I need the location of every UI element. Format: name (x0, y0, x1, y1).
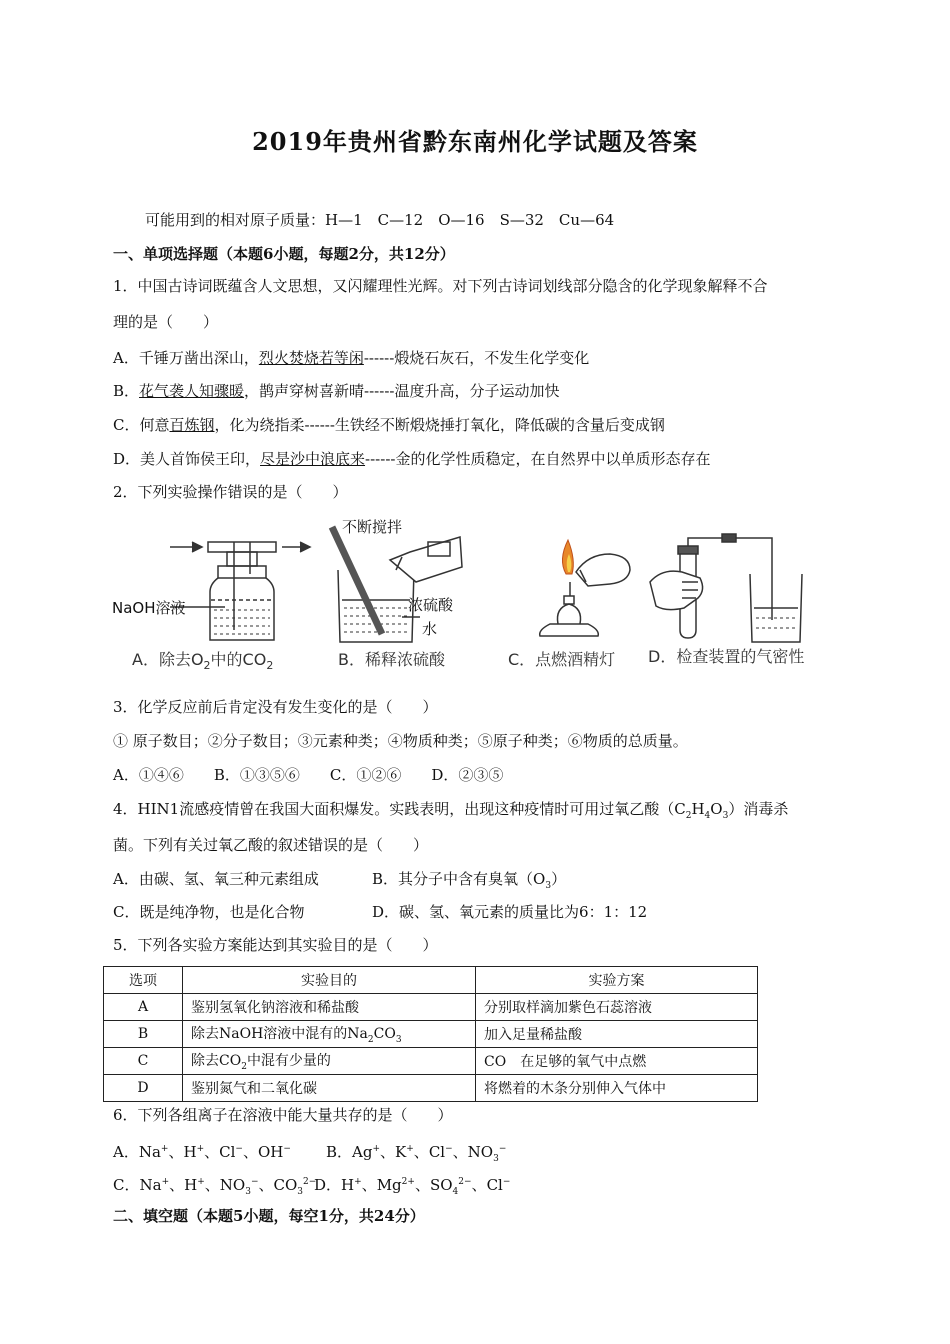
q1-stem-line2: 理的是（ ） (113, 313, 219, 331)
q5-table (103, 966, 758, 1102)
row-option: B (104, 1021, 183, 1048)
row-plan: 分别取样滴加紫色石蕊溶液 (476, 994, 758, 1021)
table-row (104, 994, 758, 1021)
header-plan: 实验方案 (476, 967, 758, 994)
row-option: C (104, 1048, 183, 1075)
q1-option-b: B．花气袭人知骤暖，鹊声穿树喜新晴------温度升高，分子运动加快 (113, 382, 560, 400)
label-acid: 浓硫酸 (408, 596, 454, 614)
label-stir: 不断搅拌 (342, 518, 403, 536)
label-naoh: NaOH溶液 (112, 599, 186, 617)
q1-option-d: D．美人首饰侯王印，尽是沙中浪底来------金的化学性质稳定，在自然界中以单质形态存在 (113, 450, 711, 468)
beaker-dilution (332, 527, 462, 642)
q1-option-c: C．何意百炼钢，化为绕指柔------生铁经不断煅烧捶打氧化，降低碳的含量后变成钢 (113, 416, 665, 434)
row-goal: 鉴别氢氧化钠溶液和稀盐酸 (183, 994, 476, 1021)
q4-option-c: C．既是纯净物，也是化合物 (113, 903, 305, 921)
q2-stem: 2．下列实验操作错误的是（ ） (113, 483, 348, 501)
q4-option-d: D．碳、氢、氧元素的质量比为6：1：12 (372, 903, 648, 921)
row-option: D (104, 1075, 183, 1102)
gas-washing-bottle (170, 542, 310, 640)
caption-c: C．点燃酒精灯 (508, 650, 616, 669)
header-option: 选项 (104, 967, 183, 994)
airtightness-apparatus (650, 534, 802, 642)
row-plan: CO 在足够的氧气中点燃 (476, 1048, 758, 1075)
row-goal: 除去$CO_2$中混有少量的 (183, 1048, 476, 1075)
q1-option-a: A．千锤万凿出深山，烈火焚烧若等闲------煅烧石灰石，不发生化学变化 (113, 349, 590, 367)
q6-option-d: D．H+、$Mg^{2+}$、$SO_4^{2-}$、Cl− (314, 1176, 511, 1197)
q3-stem: 3．化学反应前后肯定没有发生变化的是（ ） (113, 698, 438, 716)
caption-a: A．除去$O_2$中的$CO_2$ (132, 650, 274, 672)
row-option: A (104, 994, 183, 1021)
q6-stem: 6．下列各组离子在溶液中能大量共存的是（ ） (113, 1106, 453, 1124)
q4-stem-line1: 4．HIN1流感疫情曾在我国大面积爆发。实践表明，出现这种疫情时可用过氧乙酸$(C_2H_4O_3)$消毒杀 (113, 800, 789, 821)
q4-stem-line2: 菌。下列有关过氧乙酸的叙述错误的是（ ） (113, 836, 429, 854)
table-row (104, 1075, 758, 1102)
page-title: 2019年贵州省黔东南州化学试题及答案 (252, 127, 698, 156)
row-goal: 鉴别氮气和二氧化碳 (183, 1075, 476, 1102)
label-water: 水 (422, 620, 438, 638)
q5-stem: 5．下列各实验方案能达到其实验目的是（ ） (113, 936, 438, 954)
q1-stem-line1: 1．中国古诗词既蕴含人文思想，又闪耀理性光辉。对下列古诗词划线部分隐含的化学现象解释不合 (113, 277, 768, 295)
q4-option-a: A．由碳、氢、氧三种元素组成 (113, 870, 319, 888)
q6-option-c: C．Na+、H+、$NO_3^-$、$CO_3^{2-}$ (113, 1176, 317, 1197)
alcohol-lamps (540, 554, 630, 636)
row-goal: 除去NaOH溶液中混有的$Na_2CO_3$ (183, 1021, 476, 1048)
q3-items: ① 原子数目；②分子数目；③元素种类；④物质种类；⑤原子种类；⑥物质的总质量。 (113, 732, 688, 750)
section1-heading: 一、单项选择题（本题6小题，每题2分，共12分） (113, 245, 455, 263)
row-plan: 将燃着的木条分别伸入气体中 (476, 1075, 758, 1102)
row-plan: 加入足量稀盐酸 (476, 1021, 758, 1048)
caption-b: B．稀释浓硫酸 (338, 650, 445, 669)
q6-option-b: B．Ag+、K+、Cl−、$NO_3^-$ (326, 1143, 507, 1164)
q6-option-a: A．Na+、H+、Cl−、OH− (113, 1143, 291, 1161)
table-header-row (104, 967, 758, 994)
table-row (104, 1048, 758, 1075)
caption-d: D．检查装置的气密性 (648, 647, 805, 666)
table-row (104, 1021, 758, 1048)
q3-options: A．①④⑥ B．①③⑤⑥ C．①②⑥ D．②③⑤ (113, 766, 504, 784)
header-goal: 实验目的 (183, 967, 476, 994)
section2-heading: 二、填空题（本题5小题，每空1分，共24分） (113, 1207, 425, 1225)
atomic-masses: 可能用到的相对原子质量：H—1 C—12 O—16 S—32 Cu—64 (145, 211, 615, 229)
q2-apparatus-figure (110, 512, 850, 677)
q4-option-b: B．其分子中含有臭氧$(O_3)$ (372, 870, 567, 891)
